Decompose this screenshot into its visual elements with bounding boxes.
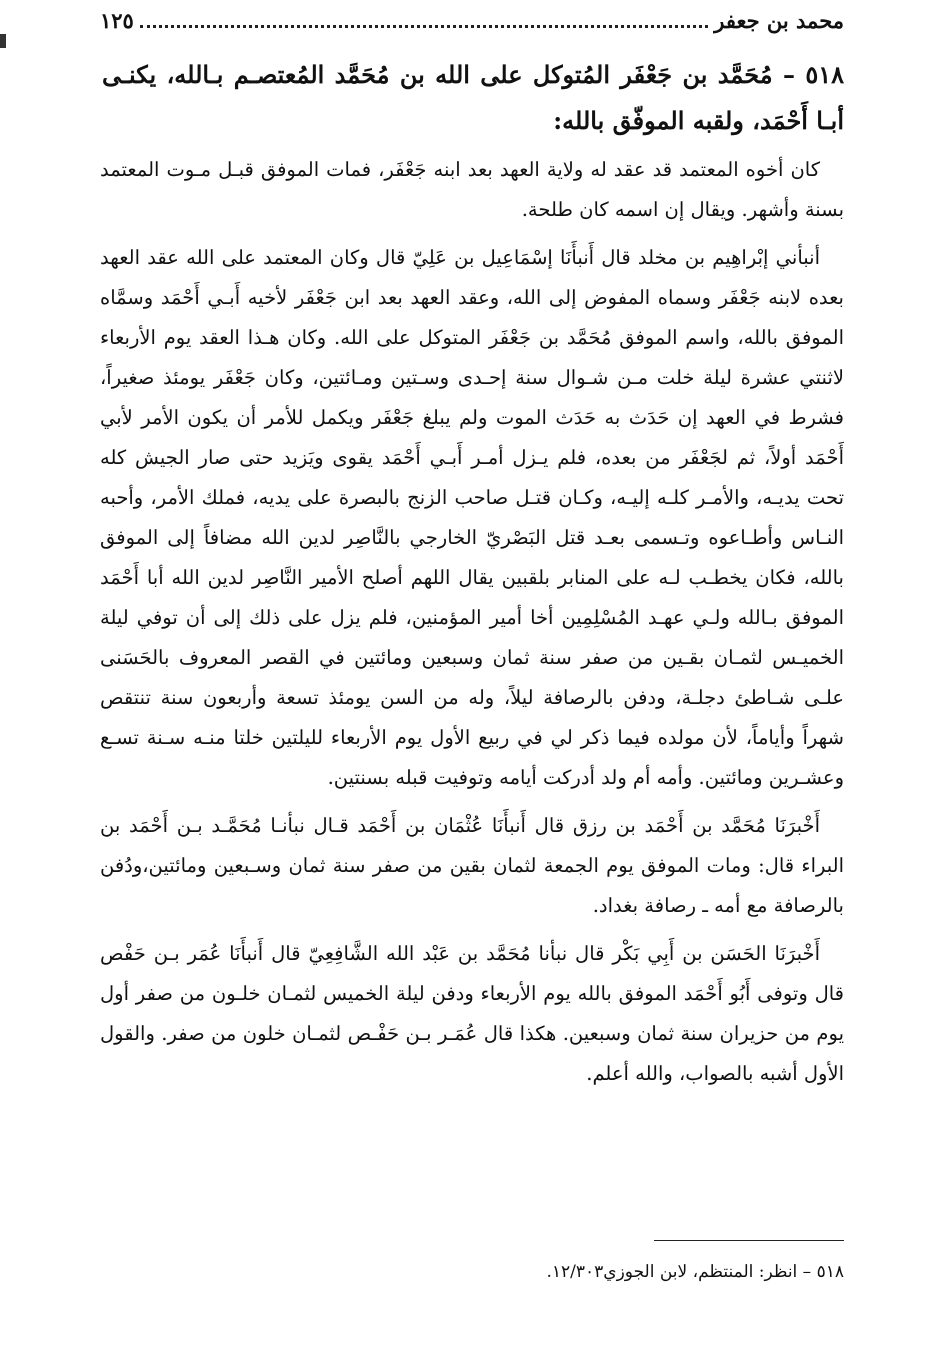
page-number: ١٢٥ [100,8,134,33]
body-text [100,150,844,1102]
footnote-separator [654,1240,844,1241]
paragraph: أَخْبرَنَا مُحَمَّد بن أَحْمَد بن رزق قال أَنبأَنَا عُثْمَان بن أَحْمَد قـال نبأنـا مُحَمَّـد بـن أَحْمَد بن البراء قال: ومات الموفق يوم الجمعة لثمان بقين من صفر سنة ثمان وسـبعين ومائتين،ودُفن بالرصافة مع أمه ـ رصافة بغداد. [100,814,844,917]
entry-title: ٥١٨ – مُحَمَّد بن جَعْفَر المُتوكل على الله بن مُحَمَّد المُعتصـم بـالله، يكنـى أبـا أَحْمَد، ولقبه الموفّق بالله: [102,60,844,135]
page-edge-mark [0,34,6,48]
paragraph: أنبأني إبْراهِيم بن مخلد قال أَنبأَنَا إسْمَاعِيل بن عَلِيّ قال وكان المعتمد على الله عقد العهد بعده لابنه جَعْفَر وسماه المفوض إلى الله، وعقد العهد بعد ابن جَعْفَر لأخيه أَبـي أَحْمَد وسمَّاه الموفق بالله، واسم الموفق مُحَمَّد بن جَعْفَر المتوكل على الله. وكان هـذا العقد يوم الأربعاء لاثنتي عشرة ليلة خلت مـن شـوال سنة إحـدى وسـتين ومـائتين، وكان جَعْفَر يومئذ صغيراً، فشرط في العهد إن حَدَث به حَدَث الموت ولم يبلغ جَعْفَر ويكمل للأمر أن يكون الأمر لأبي أَحْمَد أولاً، ثم لجَعْفَر من بعده، فلم يـزل أمـر أَبـي أَحْمَد يقوى ويَزيد حتى صار الجيش كله تحت يديـه، والأمـر كلـه إليـه، وكـان قتـل صاحب الزنج بالبصرة على يديه، فملك الأمر، وأحبه النـاس وأطـاعوه وتـسمى بعـد قتل البَصْريّ الخارجي بالنَّاصِر لدين الله مضافاً إلى الموفق بالله، فكان يخطـب لـه على المنابر بلقبين يقال اللهم أصلح الأمير النَّاصِر لدين الله أبا أَحْمَد الموفق بـالله ولـي عهـد المُسْلِمِين أخا أمير المؤمنين، فلم يزل على ذلك إلى أن توفي ليلة الخميـس لثمـان بقـين من صفر سنة ثمان وسبعين ومائتين في القصر المعروف بالحَسَنى علـى شـاطئ دجلـة، ودفن بالرصافة ليلاً، وله من السن يومئذ تسعة وأربعون سنة تنتقص شهراً وأياماً، لأن مولده فيما ذكر لي في ربيع الأول يوم الأربعاء لليلتين خلتا منـه سـنة تسـع وعشـرين ومائتين. وأمه أم ولد أدركت أيامه وتوفيت قبله بسنتين. [100,246,844,789]
paragraph: أَخْبرَنَا الحَسَن بن أَبِي بَكْر قال نبأنا مُحَمَّد بن عَبْد الله الشَّافِعِيّ قال أَنبأَنَا عُمَر بـن حَفْص قال وتوفى أَبُو أَحْمَد الموفق بالله يوم الأربعاء ودفن ليلة الخميس لثمـان خلـون من صفر أول يوم من حزيران سنة ثمان وسبعين. هكذا قال عُمَـر بـن حَفْـص لثمـان خلون من صفر. والقول الأول أشبه بالصواب، والله أعلم. [100,942,844,1085]
running-header [100,8,844,38]
section-title: محمد بن جعفر [714,8,844,33]
paragraph: كان أخوه المعتمد قد عقد له ولاية العهد بعد ابنه جَعْفَر، فمات الموفق قبـل مـوت المعتمد بسنة وأشهر. ويقال إن اسمه كان طلحة. [100,158,844,221]
footnote: ٥١٨ – انظر: المنتظم، لابن الجوزي١٢/٣٠٣. [546,1262,844,1282]
leader-dots [140,11,708,28]
